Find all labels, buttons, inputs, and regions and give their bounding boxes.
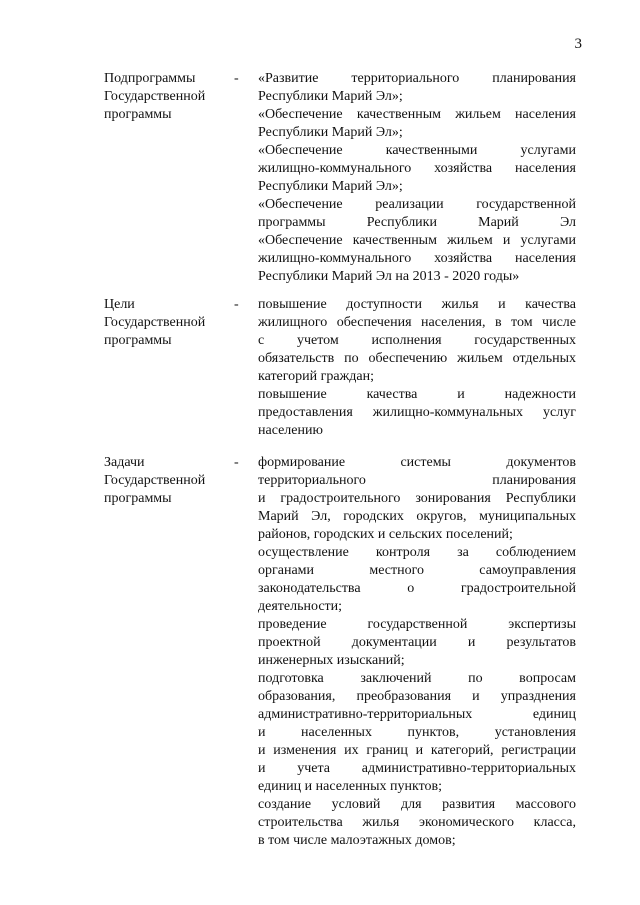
- text-line: районов, городских и сельских поселений;: [258, 527, 513, 542]
- section-content: [258, 454, 576, 850]
- text-line: административно-территориальных единиц: [258, 707, 576, 722]
- text-line: создание условий для развития массового: [258, 797, 576, 812]
- text-line: и изменения их границ и категорий, регистрации: [258, 743, 576, 758]
- text-line: программы Республики Марий Эл: [258, 215, 576, 230]
- paragraph: [258, 196, 576, 286]
- text-line: населению: [258, 423, 323, 438]
- text-line: обязательств по обеспечению жильем отдельных: [258, 351, 576, 366]
- text-line: «Обеспечение качественными услугами: [258, 143, 576, 158]
- text-line: инженерных изысканий;: [258, 653, 405, 668]
- section-content: [258, 70, 576, 286]
- text-line: и учета административно-территориальных: [258, 761, 576, 776]
- text-line: деятельности;: [258, 599, 343, 614]
- text-line: с учетом исполнения государственных: [258, 333, 576, 348]
- text-line: «Развитие территориального планирования: [258, 71, 576, 86]
- text-line: формирование системы документов: [258, 455, 576, 470]
- paragraph: [258, 670, 576, 796]
- text-line: Республики Марий Эл»;: [258, 179, 403, 194]
- text-line: и населенных пунктов, установления: [258, 725, 576, 740]
- section-label: Задачи Государственной программы: [104, 455, 206, 506]
- text-line: строительства жилья экономического класса,: [258, 815, 576, 830]
- section-dash: -: [234, 297, 239, 312]
- text-line: проектной документации и результатов: [258, 635, 576, 650]
- section-label: Подпрограммы Государственной программы: [104, 71, 206, 122]
- text-line: Марий Эл, городских округов, муниципальных: [258, 509, 576, 524]
- section-dash: -: [234, 455, 239, 470]
- paragraph: [258, 796, 576, 850]
- text-line: образования, преобразования и упразднения: [258, 689, 576, 704]
- paragraph: [258, 386, 576, 440]
- text-line: проведение государственной экспертизы: [258, 617, 576, 632]
- text-line: категорий граждан;: [258, 369, 374, 384]
- text-line: Республики Марий Эл»;: [258, 125, 403, 140]
- paragraph: [258, 616, 576, 670]
- section-label: Цели Государственной программы: [104, 297, 206, 348]
- paragraph: [258, 106, 576, 142]
- page-number: 3: [574, 36, 582, 52]
- text-line: жилищно-коммунального хозяйства населения: [258, 251, 576, 266]
- text-line: повышение качества и надежности: [258, 387, 576, 402]
- paragraph: [258, 296, 576, 386]
- text-line: предоставления жилищно-коммунальных услуг: [258, 405, 576, 420]
- paragraph: [258, 142, 576, 196]
- section-dash: -: [234, 71, 239, 86]
- text-line: единиц и населенных пунктов;: [258, 779, 443, 794]
- text-line: территориального планирования: [258, 473, 576, 488]
- text-line: Республики Марий Эл»;: [258, 89, 403, 104]
- text-line: осуществление контроля за соблюдением: [258, 545, 576, 560]
- text-line: подготовка заключений по вопросам: [258, 671, 576, 686]
- text-line: повышение доступности жилья и качества: [258, 297, 576, 312]
- paragraph: [258, 544, 576, 616]
- text-line: «Обеспечение качественным жильем и услугами: [258, 233, 576, 248]
- text-line: законодательства о градостроительной: [258, 581, 576, 596]
- text-line: жилищного обеспечения населения, в том числе: [258, 315, 576, 330]
- paragraph: [258, 454, 576, 544]
- text-line: «Обеспечение реализации государственной: [258, 197, 576, 212]
- text-line: органами местного самоуправления: [258, 563, 576, 578]
- text-line: жилищно-коммунального хозяйства населения: [258, 161, 576, 176]
- text-line: в том числе малоэтажных домов;: [258, 833, 456, 848]
- text-line: Республики Марий Эл на 2013 - 2020 годы»: [258, 269, 520, 284]
- paragraph: [258, 70, 576, 106]
- text-line: «Обеспечение качественным жильем населения: [258, 107, 576, 122]
- text-line: и градостроительного зонирования Республики: [258, 491, 576, 506]
- section-content: [258, 296, 576, 440]
